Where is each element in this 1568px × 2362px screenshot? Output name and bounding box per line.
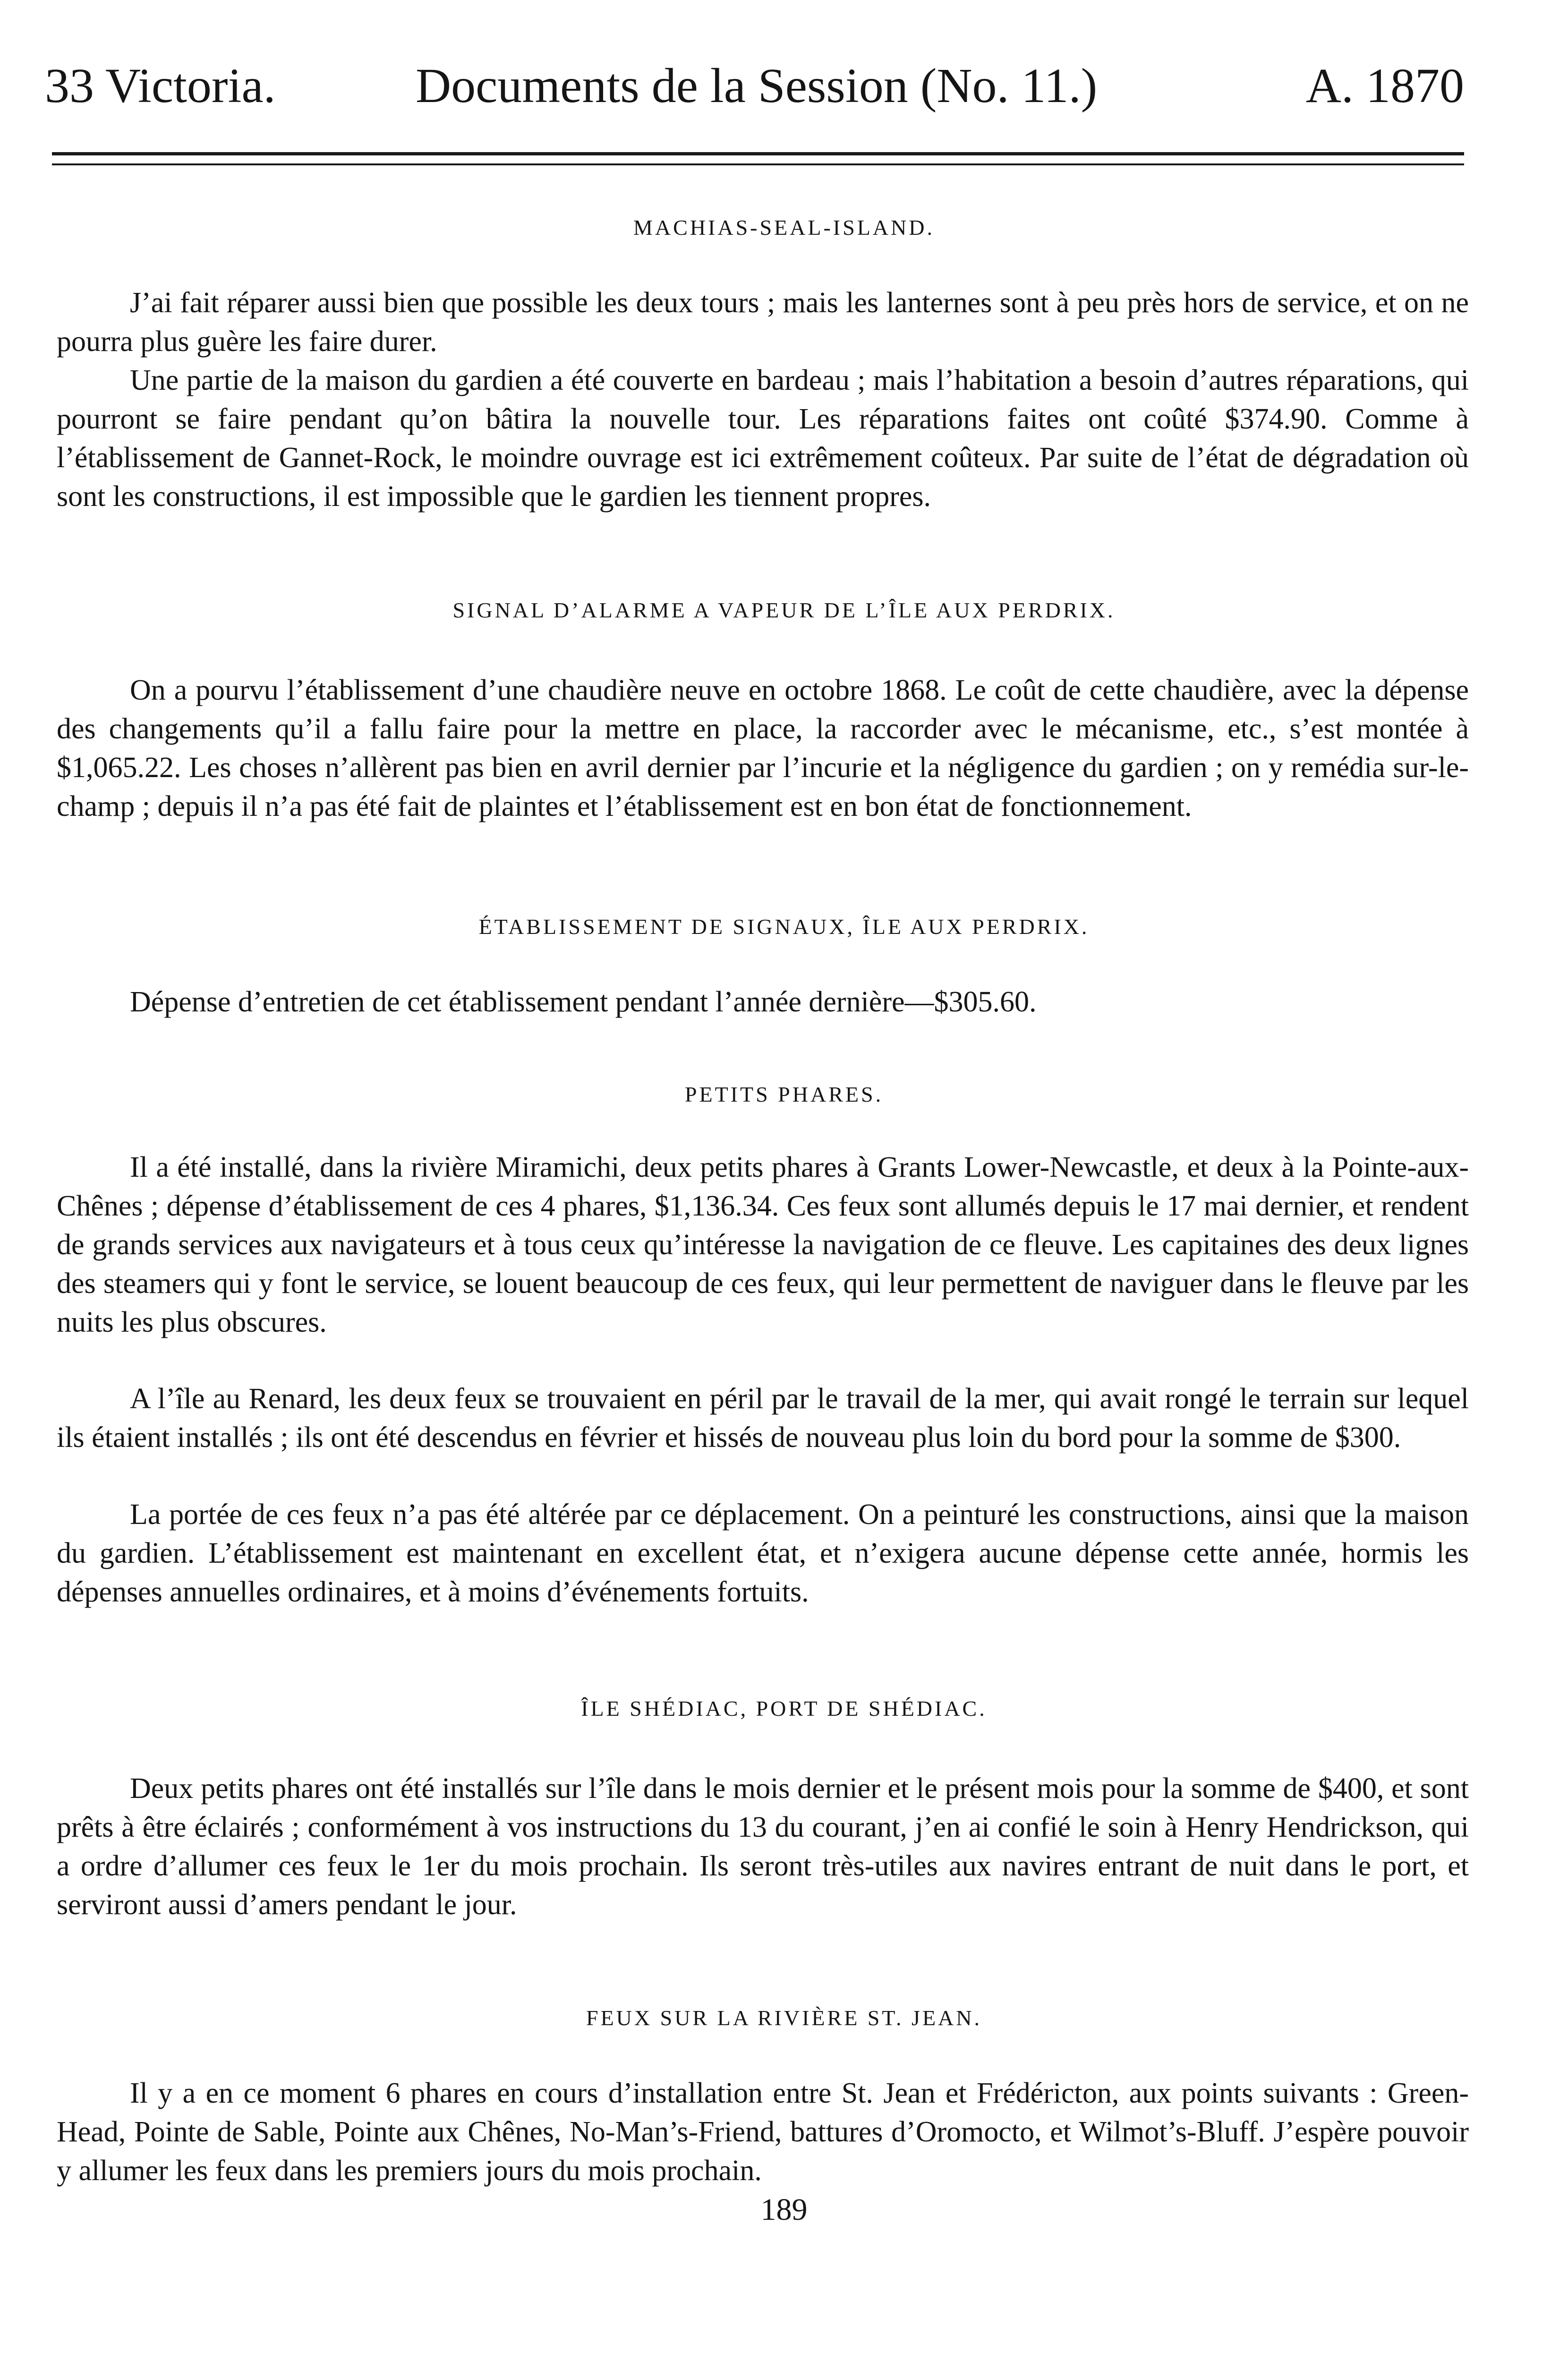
section-title-machias: MACHIAS-SEAL-ISLAND.	[633, 215, 935, 240]
paragraph-petits-phares-3: La portée de ces feux n’a pas été altérée par ce déplacement. On a peinturé les constructions, ainsi que la maison du gardien. L’établissement est maintenant en excellent état, et n’exigera aucune dépense cette année, hormis les dépenses annuelles ordinaires, et à moins d’événements fortuits.	[57, 1498, 1469, 1608]
header-rule-thick	[52, 152, 1464, 155]
paragraph-petits-phares-2: A l’île au Renard, les deux feux se trouvaient en péril par le travail de la mer, qui avait rongé le terrain sur lequel ils étaient installés ; ils ont été descendus en février et hissés de nouveau plus loin du bord pour la somme de $300.	[57, 1383, 1469, 1454]
paragraph-machias-2: Une partie de la maison du gardien a été couverte en bardeau ; mais l’habitation a besoin d’autres réparations, qui pourront se faire pendant qu’on bâtira la nouvelle tour. Les réparations faites ont coûté $374.90. Comme à l’établissement de Gannet-Rock, le moindre ouvrage est ici extrêmement coûteux. Par suite de l’état de dégradation où sont les constructions, il est impossible que le gardien les tiennent propres.	[57, 364, 1469, 513]
paragraph-petits-phares-1: Il a été installé, dans la rivière Miramichi, deux petits phares à Grants Lower-Newcastle, et deux à la Pointe-aux-Chênes ; dépense d’établissement de ces 4 phares, $1,136.34. Ces feux sont allumés depuis le 17 mai dernier, et rendent de grands services aux navigateurs et à tous ceux qu’intéresse la navigation de ce fleuve. Les capitaines des deux lignes des steamers qui y font le service, se louent beaucoup de ces feux, qui leur permettent de naviguer dans le fleuve par les nuits les plus obscures.	[57, 1151, 1469, 1338]
section-title-signal-alarme: SIGNAL D’ALARME A VAPEUR DE L’ÎLE AUX PERDRIX.	[452, 598, 1116, 622]
header-document-title: Documents de la Session (No. 11.)	[416, 59, 1098, 113]
paragraph-riviere-st-jean: Il y a en ce moment 6 phares en cours d’installation entre St. Jean et Frédéricton, aux points suivants : Green-Head, Pointe de Sable, Pointe aux Chênes, No-Man’s-Friend, battures d’Oromocto, et Wilmot’s-Bluff. J’espère pouvoir y allumer les feux dans les premiers jours du mois prochain.	[57, 2077, 1469, 2187]
paragraph-etablissement-signaux: Dépense d’entretien de cet établissement pendant l’année dernière—$305.60.	[130, 986, 1037, 1018]
paragraph-signal-alarme: On a pourvu l’établissement d’une chaudière neuve en octobre 1868. Le coût de cette chaudière, avec la dépense des changements qu’il a fallu faire pour la mettre en place, la raccorder avec le mécanisme, etc., s’est montée à $1,065.22. Les choses n’allèrent pas bien en avril dernier par l’incurie et la négligence du gardien ; on y remédia sur-le-champ ; depuis il n’a pas été fait de plaintes et l’établissement est en bon état de fonctionnement.	[57, 674, 1469, 822]
section-title-riviere-st-jean: FEUX SUR LA RIVIÈRE ST. JEAN.	[586, 2006, 982, 2030]
page-number: 189	[760, 2192, 808, 2227]
section-title-ile-shediac: ÎLE SHÉDIAC, PORT DE SHÉDIAC.	[581, 1696, 987, 1720]
header-rule-thin	[52, 163, 1464, 165]
header-session-year: 33 Victoria.	[45, 59, 276, 113]
paragraph-machias-1: J’ai fait réparer aussi bien que possible les deux tours ; mais les lanternes sont à peu près hors de service, et on ne pourra plus guère les faire durer.	[57, 287, 1469, 358]
section-title-etablissement-signaux: ÉTABLISSEMENT DE SIGNAUX, ÎLE AUX PERDRIX.	[478, 915, 1090, 939]
header-year: A. 1870	[1305, 59, 1464, 113]
paragraph-ile-shediac: Deux petits phares ont été installés sur l’île dans le mois dernier et le présent mois pour la somme de $400, et sont prêts à être éclairés ; conformément à vos instructions du 13 du courant, j’en ai confié le soin à Henry Hendrickson, qui a ordre d’allumer ces feux le 1er du mois prochain. Ils seront très-utiles aux navires entrant de nuit dans le port, et serviront aussi d’amers pendant le jour.	[57, 1772, 1469, 1921]
section-title-petits-phares: PETITS PHARES.	[684, 1082, 884, 1106]
